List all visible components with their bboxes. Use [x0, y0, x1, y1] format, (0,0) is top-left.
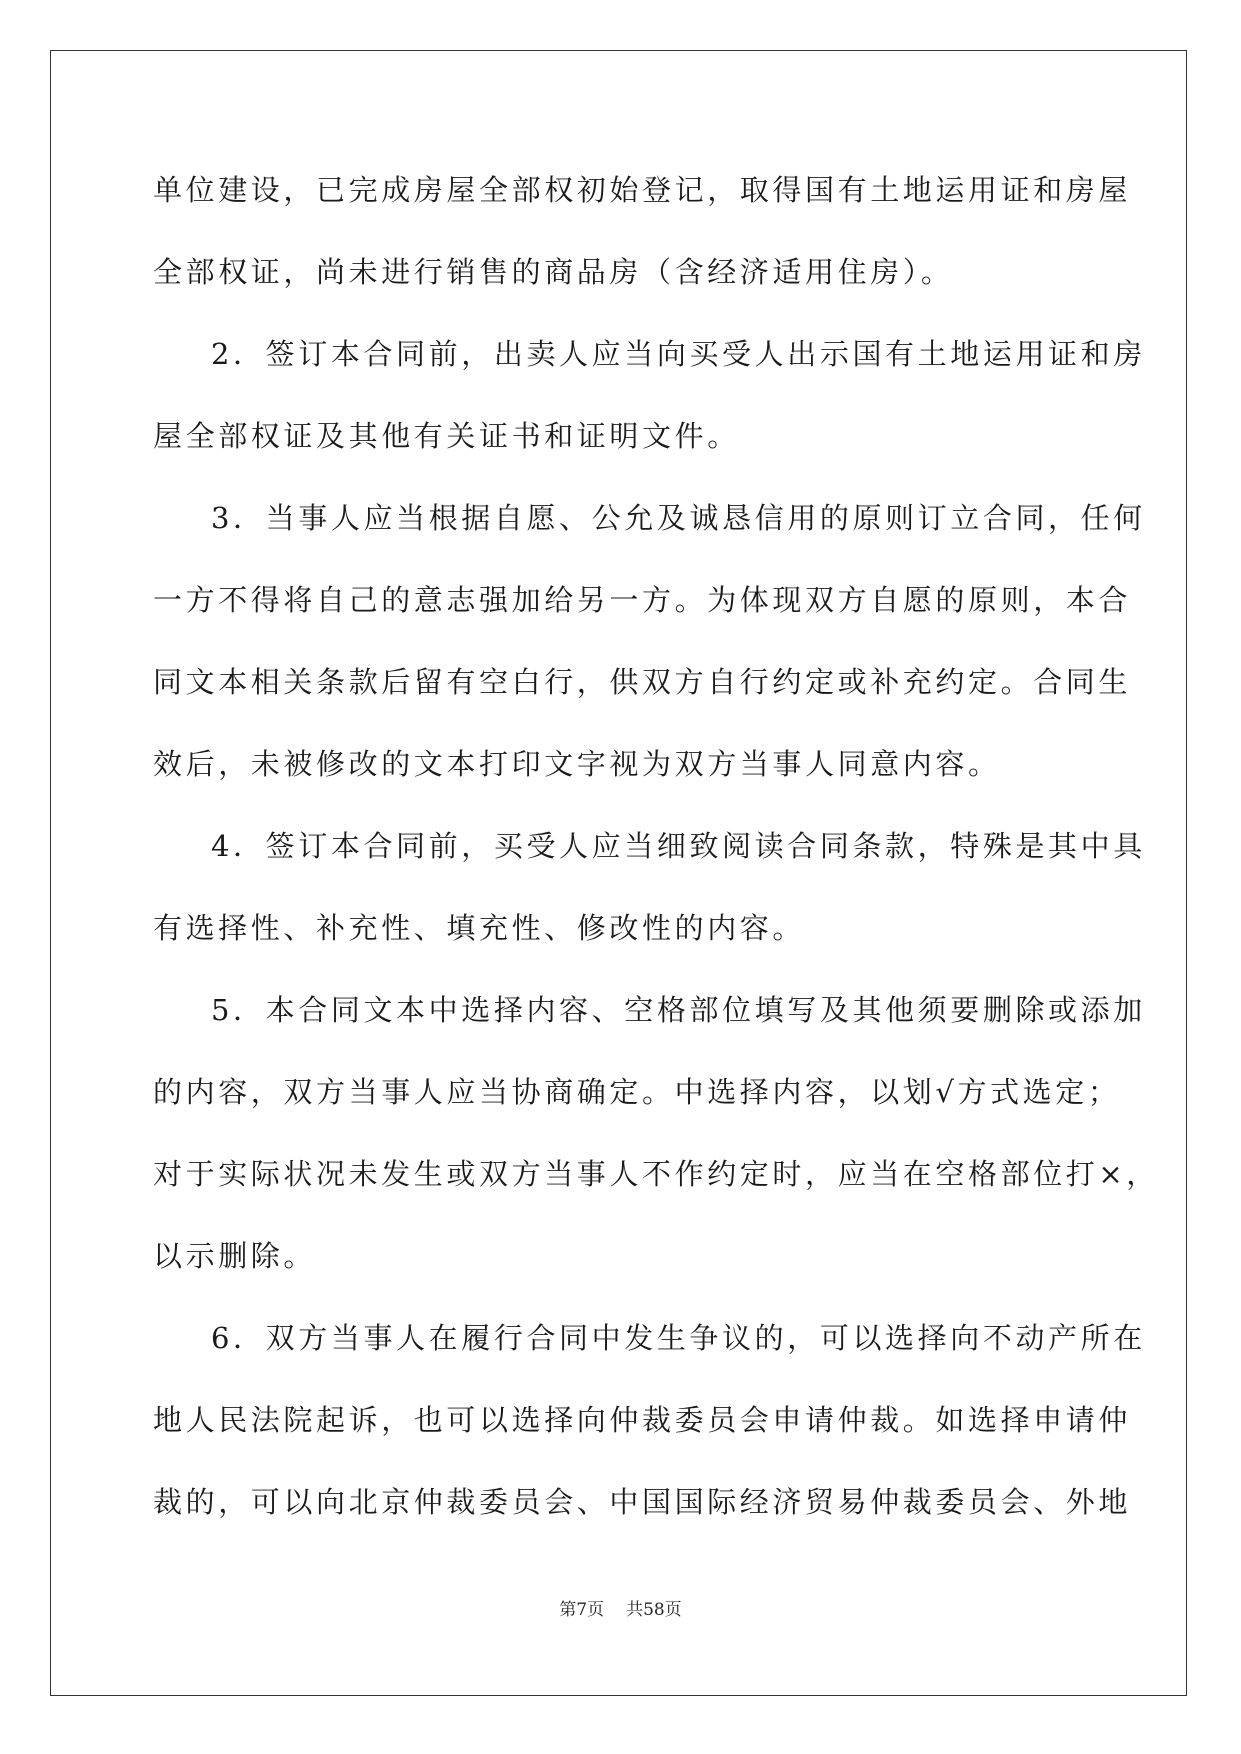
text-line: 同文本相关条款后留有空白行，供双方自行约定或补充约定。合同生	[153, 665, 1132, 699]
text-line: 的内容，双方当事人应当协商确定。中选择内容，以划√方式选定；	[153, 1075, 1121, 1109]
text-line: 裁的，可以向北京仲裁委员会、中国国际经济贸易仲裁委员会、外地	[153, 1485, 1132, 1519]
text-line: 地人民法院起诉，也可以选择向仲裁委员会申请仲裁。如选择申请仲	[153, 1403, 1132, 1437]
text-line: 一方不得将自己的意志强加给另一方。为体现双方自愿的原则，本合	[153, 583, 1132, 617]
page-total: 共58页	[626, 1600, 682, 1620]
text-line: 3．当事人应当根据自愿、公允及诚恳信用的原则订立合同，任何	[211, 501, 1146, 535]
text-line: 5．本合同文本中选择内容、空格部位填写及其他须要删除或添加	[211, 993, 1146, 1027]
text-line: 有选择性、补充性、填充性、修改性的内容。	[153, 911, 806, 945]
text-line: 效后，未被修改的文本打印文字视为双方当事人同意内容。	[153, 747, 1001, 781]
page-number: 第7页	[559, 1600, 605, 1620]
text-line: 以示删除。	[153, 1239, 317, 1273]
text-line: 单位建设，已完成房屋全部权初始登记，取得国有土地运用证和房屋	[153, 173, 1132, 207]
text-line: 全部权证，尚未进行销售的商品房（含经济适用住房）。	[153, 255, 954, 289]
text-line: 对于实际状况未发生或双方当事人不作约定时，应当在空格部位打×，	[153, 1157, 1159, 1191]
page-footer	[0, 1595, 1241, 1620]
text-line: 6．双方当事人在履行合同中发生争议的，可以选择向不动产所在	[211, 1321, 1146, 1355]
document-body	[153, 160, 1159, 1554]
text-line: 4．签订本合同前，买受人应当细致阅读合同条款，特殊是其中具	[211, 829, 1146, 863]
text-line: 屋全部权证及其他有关证书和证明文件。	[153, 419, 740, 453]
text-line: 2．签订本合同前，出卖人应当向买受人出示国有土地运用证和房	[211, 337, 1146, 371]
